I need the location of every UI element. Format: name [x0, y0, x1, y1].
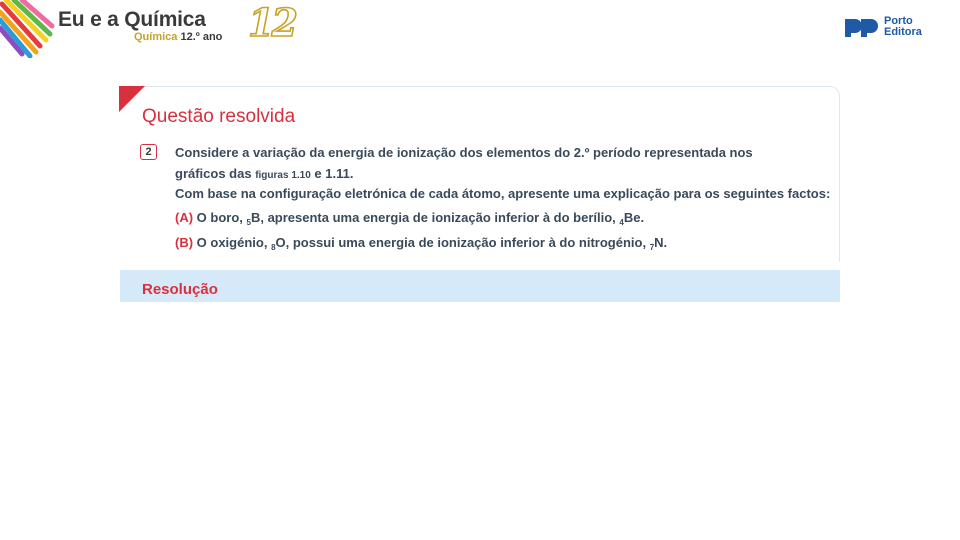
item-a-symbol-1: B — [250, 210, 261, 225]
item-a-atomic-number-2: 4 — [619, 218, 624, 227]
book-subtitle — [134, 31, 222, 43]
question-line-3: Com base na configuração eletrónica de cada átomo, apresente uma explicação para os seguintes factos: — [175, 186, 831, 201]
question-item-a — [175, 210, 644, 231]
item-b-symbol-1: O — [275, 235, 286, 250]
colored-pencils-logo-icon — [0, 0, 56, 58]
question-item-b — [175, 235, 667, 256]
question-number-badge: 2 — [140, 144, 157, 160]
item-a-text-before: O boro, — [193, 210, 247, 225]
grade-number-logo: 12 — [248, 0, 295, 45]
publisher-logo — [843, 16, 943, 42]
subtitle-subject: Química — [134, 31, 178, 43]
question-line-2 — [175, 166, 353, 184]
publisher-name-line2: Editora — [884, 26, 922, 38]
item-b-symbol-2: N — [654, 235, 664, 250]
item-a-text-end: . — [640, 210, 645, 225]
item-b-text-mid: , possui uma energia de ionização inferior à do nitrogénio, — [285, 235, 650, 250]
item-b-atomic-number-2: 7 — [649, 243, 655, 252]
card-heading: Questão resolvida — [142, 106, 296, 127]
item-b-text-before: O oxigénio, — [193, 235, 272, 250]
item-b-label: (B) — [175, 235, 194, 250]
item-b-atomic-number-1: 8 — [271, 243, 276, 252]
resolution-section-header — [120, 270, 840, 302]
publisher-name-line1: Porto — [884, 15, 913, 27]
item-a-text-mid: , apresenta uma energia de ionização inferior à do berílio, — [260, 210, 620, 225]
question-line-1: Considere a variação da energia de ionização dos elementos do 2.º período representada nos — [175, 145, 753, 160]
item-a-atomic-number-1: 5 — [246, 218, 251, 227]
porto-editora-icon — [843, 17, 879, 39]
resolution-label: Resolução — [142, 281, 218, 298]
figure-reference: figuras 1.10 — [255, 170, 311, 181]
question-line-2-start: gráficos das — [175, 166, 256, 181]
item-b-text-end: . — [663, 235, 668, 250]
question-line-2-end: e 1.11. — [310, 166, 354, 181]
subtitle-grade: 12.º ano — [180, 31, 223, 43]
solved-question-card — [120, 86, 840, 262]
book-title: Eu e a Química — [58, 8, 206, 31]
item-a-label: (A) — [175, 210, 194, 225]
publisher-name — [884, 16, 922, 38]
item-a-symbol-2: Be — [623, 210, 641, 225]
